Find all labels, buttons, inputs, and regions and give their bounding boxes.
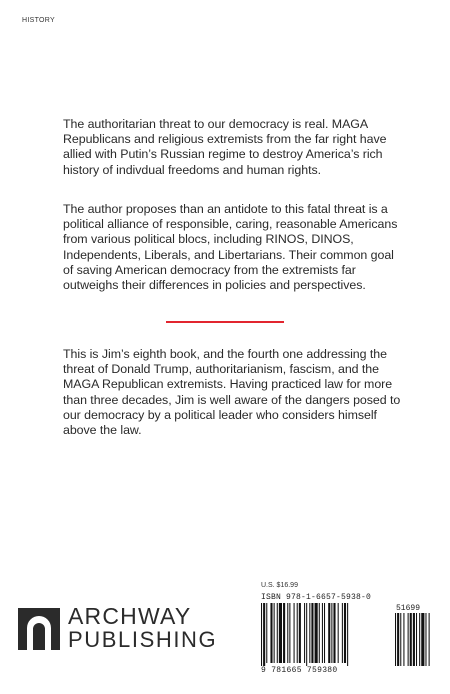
- barcode-addon-bar: [429, 613, 430, 666]
- barcode-bar: [274, 603, 275, 663]
- barcode-bar: [322, 603, 323, 663]
- barcode-bar: [263, 603, 265, 666]
- archway-arch-icon: [18, 608, 60, 650]
- barcode-bar: [319, 603, 320, 663]
- barcode-bar: [287, 603, 288, 663]
- barcode-addon-bar: [400, 613, 401, 666]
- author-bio-paragraph: This is Jim’s eighth book, and the fourth one addressing the threat of Donald Trump, authoritarianism, fascism, and the MAGA Republican extremists. Having practiced law for more than three decades, Jim is well aware of the dangers posed to our democracy by a political leader who considers himself above the law.: [63, 347, 401, 438]
- barcode-addon-number: 51699: [396, 604, 421, 613]
- barcode-bar: [289, 603, 290, 663]
- barcode-bar: [331, 603, 332, 663]
- barcode-bar: [344, 603, 346, 663]
- barcode-bars: [261, 603, 433, 666]
- barcode-bar: [309, 603, 310, 663]
- barcode-bar: [270, 603, 272, 663]
- barcode-bar: [347, 603, 348, 666]
- red-divider: [166, 321, 284, 323]
- barcode-bar: [338, 603, 339, 663]
- description-paragraph-1: The authoritarian threat to our democracy is real. MAGA Republicans and religious extremists from the far right have allied with Putin’s Russian regime to destroy America’s rich history of indivdual freedoms and human rights.: [63, 117, 387, 177]
- price-label: U.S. $16.99: [261, 582, 298, 589]
- barcode-bar: [342, 603, 343, 663]
- publisher-name-line1: ARCHWAY: [68, 603, 192, 629]
- barcode-addon-bar: [410, 613, 412, 666]
- publisher-name-line2: PUBLISHING: [68, 627, 218, 652]
- barcode-addon-bar: [419, 613, 420, 666]
- barcode-bar: [311, 603, 313, 663]
- barcode-addon-bar: [425, 613, 426, 666]
- barcode-bar: [304, 603, 305, 663]
- barcode-bar: [279, 603, 282, 663]
- barcode-addon-bar: [403, 613, 404, 666]
- barcode-bar: [266, 603, 267, 663]
- barcode-bar: [294, 603, 295, 663]
- barcode-bar: [315, 603, 318, 663]
- barcode-bar: [328, 603, 330, 663]
- barcode-addon-bar: [397, 613, 399, 666]
- barcode-bar: [333, 603, 335, 663]
- barcode-addon-bar: [408, 613, 409, 666]
- publisher-logo: [18, 605, 217, 652]
- barcode-addon-bar: [413, 613, 415, 666]
- barcode-addon-bar: [416, 613, 417, 666]
- barcode-bar: [261, 603, 262, 666]
- barcode-addon-bar: [421, 613, 424, 666]
- barcode-bar: [283, 603, 285, 663]
- barcode-bar: [297, 603, 298, 663]
- category-label: HISTORY: [22, 17, 55, 24]
- barcode-addon-bar: [395, 613, 396, 666]
- barcode-bar: [324, 603, 325, 663]
- ean-number: 9 781665 759380: [261, 666, 338, 675]
- barcode-bar: [277, 603, 278, 663]
- description-paragraph-2: The author proposes than an antidote to this fatal threat is a political alliance of responsible, caring, reasonable Americans from various political blocs, including RINOS, DINOS, Independents, Liberals, and Libertarians. Their common goal of saving American democracy from the extremists far outweighs their differences in policies and perspectives.: [63, 202, 398, 293]
- barcode-bar: [306, 603, 307, 666]
- isbn-barcode: [261, 593, 433, 677]
- barcode-bar: [299, 603, 301, 663]
- isbn-text: ISBN 978-1-6657-5938-0: [261, 593, 372, 602]
